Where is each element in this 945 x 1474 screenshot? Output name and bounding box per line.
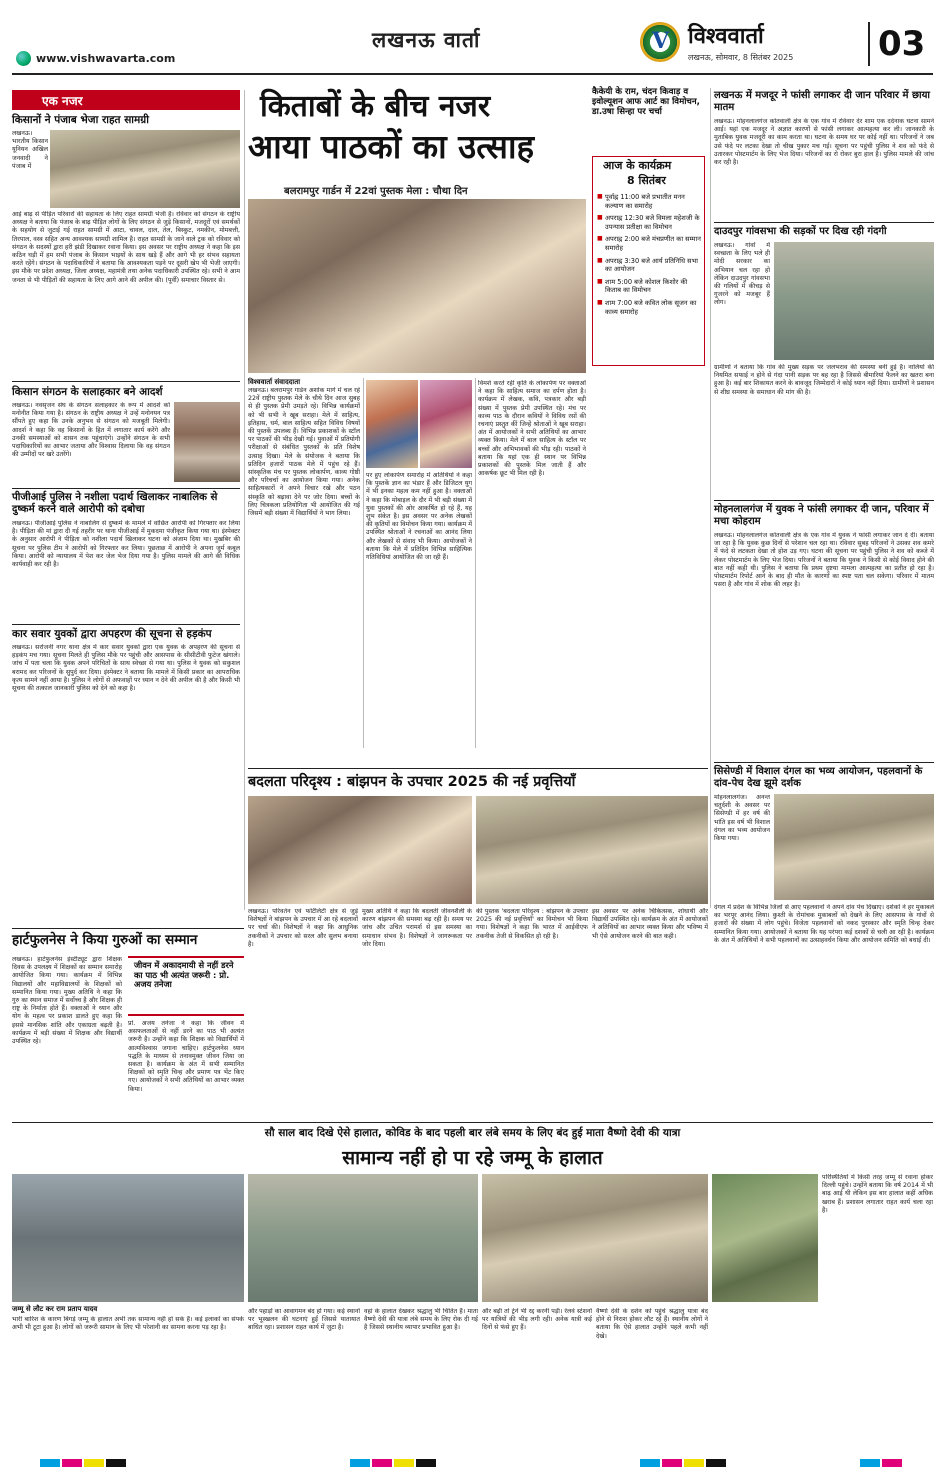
lead-byline: विश्ववार्ता संवाददाता: [248, 378, 301, 386]
schedule-item: ■ शाम 5:00 बजे कोशल किशोर की किताब का विमोचन: [597, 278, 701, 295]
story4-body: लखनऊ। सरोजनी नगर थाना क्षेत्र में कार सवार युवकों द्वारा एक युवक के अपहरण की सूचना से हड़कंप मच गया। सूचना मिलते ही पुलिस मौके पर पहुंची और आसपास के सीसीटीवी फुटेज खंगाले। जांच में पता चला कि युवक अपने परिचितों के साथ स्वेच्छा से गया था। पुलिस ने युवक को सकुशल बरामद कर परिजनों के सुपुर्द कर दिया। इंस्पेक्टर ने बताया कि मामले में किसी प्रकार का आपराधिक कृत्य सामने नहीं आया है। पुलिस ने लोगों से अफवाहों पर ध्यान न देने की अपील की है और किसी भी सूचना की तत्काल जानकारी पुलिस को देने को कहा है।: [12, 644, 240, 693]
registration-bar: [684, 1459, 704, 1467]
registration-bar: [706, 1459, 726, 1467]
registration-bar: [882, 1459, 902, 1467]
right-column: [714, 88, 934, 944]
story2-portrait: [174, 402, 240, 482]
jammu-body-col3: वहां के हालात देखकर श्रद्धालु भी चिंतित हैं। माता वैष्णो देवी की यात्रा लंबे समय के लिए रोक दी गई है जिससे स्थानीय व्यापार प्रभावित हुआ है।: [364, 1308, 478, 1332]
ivf-photo-audience: [476, 796, 708, 904]
schedule-box-frame: [592, 156, 705, 366]
schedule-box: [592, 88, 707, 373]
jammu-headline: सामान्य नहीं हो पा रहे जम्मू के हालात: [342, 1147, 603, 1169]
right-story1-headline: लखनऊ में मजदूर ने फांसी लगाकर दी जान परिवार में छाया मातम: [714, 90, 930, 113]
schedule-list: [597, 193, 701, 320]
lead-photo-book-1: [366, 380, 418, 468]
registration-bar: [394, 1459, 414, 1467]
ivf-photo-panel: [248, 796, 472, 904]
heartfulness-pullquote-box: [128, 956, 244, 1016]
heartfulness-pullquote: जीवन में अकादमायी से नहीं डरने का पाठ भी अत्यंत जरूरी : प्रो. अजय तनेजा: [134, 960, 234, 990]
section-title: लखनऊ वार्ता: [372, 28, 481, 52]
jammu-body-col5: वैष्णो देवी के दर्शन को पहुंचे श्रद्धालु यात्रा बंद होने से निराश होकर लौट रहे हैं। स्थानीय लोगों ने बताया कि ऐसे हालात उन्होंने पहले कभी नहीं देखे।: [596, 1308, 708, 1340]
left-column: [12, 90, 240, 940]
right-story4-headline: सिसेण्डी में विशाल दंगल का भव्य आयोजन, पहलवानों के दांव-पेच देख झूमे दर्शक: [714, 766, 923, 789]
schedule-item: ■ पूर्वाह्न 11:00 बजे प्रभातीत मनन कल्याण का समारोह: [597, 193, 701, 210]
registration-bar: [372, 1459, 392, 1467]
lead-headline-line2: आया पाठकों का उत्साह: [248, 127, 535, 166]
story4-headline: कार सवार युवकों द्वारा अपहरण की सूचना से हड़कंप: [12, 628, 212, 640]
heartfulness-body-col2: प्रो. अजय तनेजा ने कहा कि जीवन में असफलताओं से नहीं डरने का पाठ भी अत्यंत जरूरी है। उन्होंने कहा कि शिक्षक को विद्यार्थियों में आत्मविश्वास जगाना चाहिए। हार्टफुलनेस ध्यान पद्धति के माध्यम से तनावमुक्त जीवन जिया जा सकता है। कार्यक्रम के अंत में सभी सम्मानित शिक्षकों को स्मृति चिन्ह और प्रमाण पत्र भेंट किए गए। आयोजकों ने सभी अतिथियों का आभार व्यक्त किया।: [128, 1020, 244, 1093]
story2-headline: किसान संगठन के सलाहकार बने आदर्श: [12, 386, 163, 398]
lead-body-col2: पर हुए लोकार्पण समारोह में अतिथियों ने कहा कि पुस्तकें ज्ञान का भंडार हैं और डिजिटल युग में भी इनका महत्व कम नहीं हुआ है। वक्ताओं ने कहा कि मोबाइल के दौर में भी बड़ी संख्या में युवा पुस्तकों की ओर आकर्षित हो रहे हैं, यह शुभ संकेत है। इस अवसर पर अनेक लेखकों की कृतियों का विमोचन किया गया। कार्यक्रम में उपस्थित श्रोताओं ने रचनाओं का आनंद लिया और लेखकों से संवाद भी किया। आयोजकों ने बताया कि मेले में प्रतिदिन विभिन्न साहित्यिक गतिविधियां आयोजित की जा रही हैं।: [366, 472, 472, 562]
ivf-body-col4: इस अवसर पर अनेक चिकित्सक, शोधार्थी और विद्यार्थी उपस्थित रहे। कार्यक्रम के अंत में आयोजकों ने अतिथियों का आभार व्यक्त किया और भविष्य में भी ऐसे आयोजन करने की बात कही।: [592, 908, 708, 940]
schedule-title-line2: 8 सितंबर: [627, 174, 666, 187]
lead-subhead: बलरामपुर गार्डन में 22वां पुस्तक मेला : चौथा दिन: [284, 186, 468, 197]
story3-body: लखनऊ। पीजीआई पुलिस ने नाबालिग से दुष्कर्म के मामले में वांछित आरोपी को गिरफ्तार कर लिया है। पीड़िता की मां द्वारा दी गई तहरीर पर थाना पीजीआई में मुकदमा पंजीकृत किया गया था। इंस्पेक्टर के अनुसार आरोपी ने पीड़िता को नशीला पदार्थ खिलाकर घटना को अंजाम दिया था। मुखबिर की सूचना पर पुलिस टीम ने आरोपी को गिरफ्तार कर लिया। पूछताछ में आरोपी ने अपना जुर्म कबूल किया। आरोपी को न्यायालय में पेश कर जेल भेज दिया गया है। पुलिस मामले की आगे की विधिक कार्यवाही कर रही है।: [12, 520, 240, 569]
lead-photo-book-2: [420, 380, 472, 468]
story3-headline: पीजीआई पुलिस ने नशीला पदार्थ खिलाकर नाबालिक से दुष्कर्म करने वाले आरोपी को दबोचा: [12, 492, 218, 515]
right-story3-headline: मोहनलालगंज में युवक ने फांसी लगाकर दी जान, परिवार में मचा कोहराम: [714, 504, 929, 527]
ek-nazar-label: एक नजर: [42, 94, 83, 108]
story1-intro: लखनऊ। भारतीय किसान यूनियन अखिल जनवादी ने पंजाब में: [12, 130, 48, 170]
registration-bar: [40, 1459, 60, 1467]
right-story2-headline: दाउदपुर गांवसभा की सड़कों पर दिख रही गंदगी: [714, 226, 887, 237]
jammu-body-col2: और पहाड़ों का आवागमन बंद हो गया। कई स्थानों पर भूस्खलन की घटनाएं हुईं जिससे यातायात बाधित रहा। प्रशासन राहत कार्य में जुटा है।: [248, 1308, 360, 1332]
registration-bar: [860, 1459, 880, 1467]
schedule-teaser: कैकेयी के राम, चंदन किवाड़ व इवोल्यूशन आफ आर्ट का विमोचन, डा.उषा सिन्हा पर चर्चा: [592, 87, 700, 117]
ivf-headline: बदलता परिदृश्य : बांझपन के उपचार 2025 की नई प्रवृत्तियाँ: [248, 774, 576, 790]
lead-body-col1: लखनऊ। बलरामपुर गार्डन अशोक मार्ग में चल रहे 22वें राष्ट्रीय पुस्तक मेले के चौथे दिन आज सुबह से ही पुस्तक प्रेमी उमड़ते रहे। विभिन्न कार्यक्रमों को भी सभी ने खूब सराहा। मेले में साहित्य, इतिहास, धर्म, बाल साहित्य सहित विविध विषयों की पुस्तकें उपलब्ध हैं। विभिन्न प्रकाशकों के स्टॉल पर पाठकों की भीड़ देखी गई। युवाओं में प्रतियोगी परीक्षाओं से संबंधित पुस्तकों के प्रति विशेष उत्साह दिखा। मेले के संयोजक ने बताया कि प्रतिदिन हजारों पाठक मेले में पहुंच रहे हैं। सांस्कृतिक मंच पर पुस्तक लोकार्पण, काव्य गोष्ठी और परिचर्चा का आयोजन किया गया। अनेक साहित्यकारों ने अपने विचार रखे और पठन संस्कृति को बढ़ावा देने पर जोर दिया। बच्चों के लिए चित्रकला प्रतियोगिता भी आयोजित की गई जिसमें बड़ी संख्या में विद्यार्थियों ने भाग लिया।: [248, 387, 360, 518]
jammu-photo-caption: जम्मू से लौट कर राम प्रताप यादव: [12, 1305, 98, 1313]
schedule-item: ■ अपराह्न 2:00 बजे मंचप्रणीत का सम्मान समारोह: [597, 235, 701, 252]
right-story2-body: ग्रामीणों ने बताया कि गांव की मुख्य सड़क पर जलभराव की समस्या बनी हुई है। नालियों की नियमित सफाई न होने से गंदा पानी सड़क पर बह रहा है जिससे बीमारियां फैलने का खतरा बना हुआ है। कई बार शिकायत करने के बावजूद जिम्मेदारों ने कोई ध्यान नहीं दिया। ग्रामीणों ने प्रशासन से शीघ्र समस्या के समाधान की मांग की है।: [714, 364, 934, 396]
globe-icon: [16, 51, 31, 66]
right-story4-photo: [774, 794, 934, 900]
jammu-body-col1: भारी बारिश के कारण बिगड़े जम्मू के हालात अभी तक सामान्य नहीं हो सके हैं। कई इलाकों का संपर्क अभी भी टूटा हुआ है। लोगों को जरूरी सामान के लिए भी परेशानी का सामना करना पड़ रहा है।: [12, 1316, 244, 1332]
story1-headline: किसानों ने पंजाब भेजा राहत सामग्री: [12, 114, 149, 126]
registration-bar: [62, 1459, 82, 1467]
jammu-photo-3: [482, 1174, 708, 1302]
registration-bar: [106, 1459, 126, 1467]
right-story2-intro: लखनऊ। गांवों में स्वच्छता के लिए भले ही मोदी सरकार का अभियान चल रहा हो लेकिन दाउदपुर गांवसभा की गलियों में कीचड़ से गुजरने को मजबूर हैं लोग।: [714, 242, 770, 307]
registration-bar: [84, 1459, 104, 1467]
masthead-rule: [12, 73, 933, 75]
ivf-body-col2: मुख्य अतिथि ने कहा कि बदलती जीवनशैली के कारण बांझपन की समस्या बढ़ रही है। समय पर जांच और उचित परामर्श से इस समस्या का समाधान संभव है। विशेषज्ञों ने जागरूकता पर जोर दिया।: [362, 908, 472, 948]
website-link[interactable]: www.vishwavarta.com: [36, 52, 176, 65]
right-story4-body: दंगल में प्रदेश के विभिन्न जिलों से आए पहलवानों ने अपने दांव पेच दिखाए। दर्शकों ने हर मुकाबले का भरपूर आनंद लिया। कुश्ती के रोमांचक मुकाबलों को देखने के लिए आसपास के गांवों से हजारों की संख्या में लोग पहुंचे। विजेता पहलवानों को नकद पुरस्कार और स्मृति चिन्ह देकर सम्मानित किया गया। आयोजकों ने बताया कि यह परंपरा कई दशकों से चली आ रही है। कार्यक्रम के अंत में अतिथियों ने सभी पहलवानों का उत्साहवर्धन किया और आयोजन समिति को बधाई दी।: [714, 904, 934, 944]
ek-nazar-tag: [12, 90, 240, 110]
lead-photo-main: [248, 199, 586, 373]
logo-v-mark: V: [652, 28, 670, 54]
lead-headline-line1: किताबों के बीच नजर: [260, 89, 491, 124]
right-story2-photo: [774, 242, 934, 360]
registration-bar: [350, 1459, 370, 1467]
right-story3-body: लखनऊ। मोहनलालगंज कोतवाली क्षेत्र के एक गांव में युवक ने फांसी लगाकर जान दे दी। बताया जा रहा है कि युवक कुछ दिनों से परेशान चल रहा था। रविवार सुबह परिजनों ने उसका शव कमरे में फंदे से लटकता देखा तो होश उड़ गए। घटना की सूचना पर पहुंची पुलिस ने शव को कब्जे में लेकर पोस्टमार्टम के लिए भेज दिया। परिजनों ने बताया कि युवक ने किसी से कोई विवाद होने की बात नहीं कही थी। पुलिस ने बताया कि प्रथम दृष्टया मामला आत्महत्या का प्रतीत हो रहा है। पोस्टमार्टम रिपोर्ट आने के बाद ही मौत के कारणों का स्पष्ट पता चल सकेगा। परिवार में मातम पसरा है और गांव में शोक की लहर है।: [714, 532, 934, 589]
jammu-photo-4: [712, 1174, 818, 1302]
right-story4-intro: मोहनलालगंज। अनन्त चतुर्दशी के अवसर पर सिसेण्डी में हर वर्ष की भांति इस वर्ष भी विशाल दंगल का भव्य आयोजन किया गया।: [714, 794, 770, 843]
registration-bar: [662, 1459, 682, 1467]
schedule-item: ■ शाम 7:00 बजे कवित लोक सूजन का काव्य समारोह: [597, 299, 701, 316]
jammu-photo-1: [12, 1174, 244, 1302]
registration-bar: [640, 1459, 660, 1467]
story1-photo: [50, 130, 240, 208]
ivf-body-col3: की पुस्तक 'बदलता परिदृश्य : बांझपन के उपचार 2025 की नई प्रवृत्तियाँ' का विमोचन भी किया गया। विशेषज्ञों ने कहा कि भारत में आईवीएफ तकनीक तेजी से विकसित हो रही है।: [476, 908, 588, 940]
heartfulness-body-col1: लखनऊ। हार्टफुलनेस इंस्टीट्यूट द्वारा शिक्षक दिवस के उपलक्ष्य में शिक्षकों का सम्मान समारोह आयोजित किया गया। कार्यक्रम में विभिन्न विद्यालयों और महाविद्यालयों के शिक्षकों को सम्मानित किया गया। मुख्य अतिथि ने कहा कि गुरु का स्थान समाज में सर्वोच्च है और शिक्षक ही राष्ट्र के निर्माता होते हैं। वक्ताओं ने ध्यान और योग के महत्व पर प्रकाश डालते हुए कहा कि इससे मानसिक शांति और एकाग्रता बढ़ती है। कार्यक्रम में बड़ी संख्या में शिक्षक और विद्यार्थी उपस्थित रहे।: [12, 956, 122, 1046]
story2-body: लखनऊ। नवसृजन संघ के संगठन सलाहकार के रूप में आदर्श को मनोनीत किया गया है। संगठन के राष्ट्रीय अध्यक्ष ने उन्हें मनोनयन पत्र सौंपते हुए कहा कि उनके अनुभव से संगठन को मजबूती मिलेगी। आदर्श ने कहा कि वह किसानों के हित में लगातार कार्य करेंगे और उनकी समस्याओं को शासन तक पहुंचाएंगे। उन्होंने संगठन के सभी पदाधिकारियों का आभार जताया और विश्वास दिलाया कि वह संगठन की उम्मीदों पर खरे उतरेंगे।: [12, 402, 170, 459]
jammu-body-col4: और बढ़ी तो ट्रेनें भी रद्द करनी पड़ीं। रेलवे स्टेशनों पर यात्रियों की भीड़ लगी रही। अनेक यात्री कई दिनों से फंसे हुए हैं।: [482, 1308, 592, 1332]
lead-body-col3: विमर्श करते रही कृति के लोकार्पण पर वक्ताओं ने कहा कि साहित्य समाज का दर्पण होता है। कार्यक्रम में लेखक, कवि, पत्रकार और बड़ी संख्या में पुस्तक प्रेमी उपस्थित रहे। मंच पर काव्य पाठ के दौरान कवियों ने विविध रसों की रचनाएं प्रस्तुत कीं जिन्हें श्रोताओं ने खूब सराहा। अंत में आयोजकों ने सभी अतिथियों का आभार व्यक्त किया। मेले में बाल साहित्य के स्टॉल पर बच्चों और अभिभावकों की भीड़ रही। पाठकों ने बताया कि यहां एक ही स्थान पर विभिन्न प्रकाशकों की पुस्तकें मिल जाती हैं और आकर्षक छूट भी मिल रही है।: [478, 380, 586, 478]
dateline: लखनऊ, सोमवार, 8 सितंबर 2025: [688, 53, 794, 62]
schedule-item: ■ अपराह्न 12:30 बजे विमला महेशजी के उपन्यास प्रतीक्षा का विमोचन: [597, 214, 701, 231]
paper-name: विश्ववार्ता: [688, 24, 764, 49]
jammu-kicker: सौ साल बाद दिखे ऐसे हालात, कोविड के बाद पहली बार लंबे समय के लिए बंद हुई माता वैष्णो देवी की यात्रा: [264, 1127, 681, 1139]
right-story1-body: लखनऊ। मोहनलालगंज कोतवाली क्षेत्र के एक गांव में रविवार देर शाम एक दर्दनाक घटना सामने आई। यहां एक मजदूर ने अज्ञात कारणों से फांसी लगाकर आत्महत्या कर ली। जानकारी के मुताबिक युवक मजदूरी का काम करता था। घटना के समय घर पर कोई नहीं था। परिजनों ने जब उसे फंदे पर लटका देखा तो चीख पुकार मच गई। सूचना पर पहुंची पुलिस ने शव को फंदे से उतारकर पोस्टमार्टम के लिए भेज दिया। परिजनों का रो रोकर बुरा हाल है। पुलिस मामले की जांच कर रही है।: [714, 118, 934, 167]
jammu-body-col6: परिस्थितियों में किसी तरह जम्मू से रवाना होकर दिल्ली पहुंचे। उन्होंने बताया कि वर्ष 2014 में भी बाढ़ आई थी लेकिन इस बार हालात कहीं अधिक खराब हैं। प्रशासन लगातार राहत कार्य चला रहा है।: [822, 1174, 933, 1214]
jammu-photo-2: [248, 1174, 478, 1302]
story1-body: आई बाढ़ से पीड़ित परिवारों की सहायता के लिए राहत सामग्री भेजी है। रविवार को संगठन के राष्ट्रीय अध्यक्ष ने बताया कि पंजाब के बाढ़ पीड़ित लोगों के लिए संगठन से जुड़े किसानों, मजदूरों एवं समर्थकों के सहयोग से जुटाई गई राहत सामग्री में आटा, चावल, दाल, तेल, बिस्कुट, नमकीन, मोमबत्ती, तिरपाल, वस्त्र सहित अन्य आवश्यक सामग्री शामिल है। राहत सामग्री के जाने वाले ट्रक को रविवार को संगठन के सदस्यों द्वारा हरी झंडी दिखाकर रवाना किया। इस अवसर पर राष्ट्रीय अध्यक्ष ने कहा कि इस कठिन घड़ी में हम सभी पंजाब के किसान भाइयों के साथ खड़े हैं और आगे भी हर संभव सहायता करते रहेंगे। संगठन के पदाधिकारियों ने बताया कि आवश्यकता पड़ने पर दूसरी खेप भी भेजी जाएगी। इस मौके पर प्रदेश अध्यक्ष, जिला अध्यक्ष, महामंत्री तथा अनेक पदाधिकारी उपस्थित रहे। सभी ने आम जनता से भी पीड़ितों की सहायता के लिए आगे आने की अपील की। (पूर्वी) समाचार विस्तार से।: [12, 211, 240, 284]
registration-bar: [416, 1459, 436, 1467]
ivf-body-col1: लखनऊ। परिवर्तन एवं फर्टिलिटी क्षेत्र से जुड़े विशेषज्ञों ने बांझपन के उपचार में आ रहे बदलावों पर चर्चा की। विशेषज्ञों ने कहा कि आधुनिक तकनीकों ने उपचार को सरल और सुलभ बनाया है।: [248, 908, 358, 948]
schedule-item: ■ अपराह्न 3:30 बजे आर्य प्रतिनिधि सभा का आयोजन: [597, 257, 701, 274]
heartfulness-headline: हार्टफुलनेस ने किया गुरुओं का सम्मान: [12, 932, 198, 948]
page-number: 03: [878, 24, 926, 64]
lead-story: [248, 88, 588, 778]
masthead: [0, 0, 945, 82]
schedule-title-line1: आज के कार्यक्रम: [603, 159, 672, 172]
